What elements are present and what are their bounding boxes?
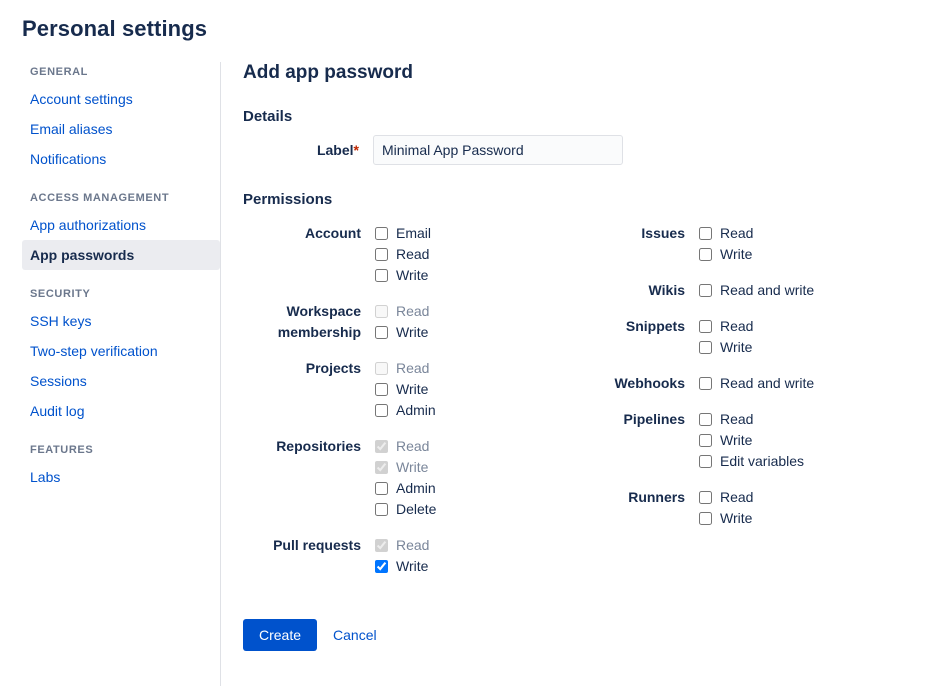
checkbox-repositories-admin[interactable] bbox=[375, 482, 388, 495]
checkbox-account-email[interactable] bbox=[375, 227, 388, 240]
permission-items bbox=[699, 222, 753, 265]
sidebar-item-email-aliases[interactable]: Email aliases bbox=[30, 121, 113, 137]
required-marker: * bbox=[353, 142, 359, 158]
label-input[interactable] bbox=[373, 135, 623, 165]
permission-group-label bbox=[243, 534, 375, 577]
permission-item-label: Write bbox=[396, 558, 429, 574]
permission-item bbox=[699, 244, 753, 265]
permission-items bbox=[699, 279, 814, 301]
checkbox-snippets-read[interactable] bbox=[699, 320, 712, 333]
sidebar-section-title: FEATURES bbox=[30, 444, 94, 456]
permission-item-label: Edit variables bbox=[720, 453, 805, 469]
permission-group-label-line: Account bbox=[305, 225, 361, 241]
permission-item bbox=[699, 487, 753, 508]
permission-group-label bbox=[567, 486, 699, 529]
permission-group-label bbox=[567, 279, 699, 301]
sidebar-item-notifications[interactable]: Notifications bbox=[30, 151, 107, 167]
main-heading: Add app password bbox=[243, 62, 413, 83]
permission-group bbox=[567, 486, 867, 529]
permission-item-label: Read bbox=[720, 318, 754, 334]
permission-item-label: Write bbox=[396, 459, 429, 475]
permission-group-label-line: Workspace bbox=[286, 303, 361, 319]
sidebar bbox=[0, 62, 220, 492]
permission-item bbox=[375, 556, 429, 577]
form-actions bbox=[243, 619, 916, 651]
checkbox-account-read[interactable] bbox=[375, 248, 388, 261]
permission-group-label bbox=[567, 372, 699, 394]
permission-item-label: Read and write bbox=[720, 375, 815, 391]
permission-group bbox=[567, 372, 867, 394]
permission-group bbox=[567, 315, 867, 358]
permission-item-label: Read bbox=[720, 225, 754, 241]
checkbox-issues-write[interactable] bbox=[699, 248, 712, 261]
permission-group bbox=[567, 408, 867, 472]
permission-group-label-line: membership bbox=[277, 324, 361, 340]
permission-item-label: Write bbox=[720, 339, 753, 355]
permission-group-label-line: Wikis bbox=[648, 282, 685, 298]
permission-item bbox=[699, 508, 753, 529]
details-section-title: Details bbox=[243, 108, 293, 125]
permission-group-label bbox=[243, 222, 375, 286]
permission-group bbox=[243, 222, 553, 286]
permission-group-label bbox=[243, 435, 375, 520]
permission-item bbox=[375, 436, 436, 457]
permission-items bbox=[375, 534, 429, 577]
permission-group-label-line: Projects bbox=[305, 360, 361, 376]
permission-items bbox=[699, 372, 814, 394]
permission-item-label: Write bbox=[396, 267, 429, 283]
permission-item-label: Write bbox=[720, 510, 753, 526]
permission-item bbox=[375, 223, 431, 244]
main-content bbox=[220, 62, 936, 686]
label-field-label bbox=[243, 142, 373, 158]
checkbox-projects-read bbox=[375, 362, 388, 375]
permission-item-label: Write bbox=[720, 432, 753, 448]
permissions-column-right bbox=[567, 222, 867, 591]
permission-group bbox=[243, 357, 553, 421]
permission-item bbox=[375, 301, 429, 322]
permission-group bbox=[567, 279, 867, 301]
permission-group-label bbox=[567, 315, 699, 358]
permission-item bbox=[699, 280, 814, 301]
permission-group-label-line: Repositories bbox=[276, 438, 361, 454]
permission-group bbox=[243, 435, 553, 520]
permission-item-label: Read bbox=[396, 246, 430, 262]
permission-item bbox=[699, 451, 804, 472]
permissions-grid bbox=[243, 222, 916, 591]
permission-item-label: Read bbox=[720, 489, 754, 505]
permission-item-label: Read bbox=[396, 303, 430, 319]
checkbox-issues-read[interactable] bbox=[699, 227, 712, 240]
permission-group-label-line: Runners bbox=[628, 489, 685, 505]
permission-item-label: Admin bbox=[396, 402, 436, 418]
settings-layout bbox=[0, 62, 936, 686]
checkbox-snippets-write[interactable] bbox=[699, 341, 712, 354]
permission-item bbox=[375, 322, 429, 343]
checkbox-wikis-read-and-write[interactable] bbox=[699, 284, 712, 297]
checkbox-projects-write[interactable] bbox=[375, 383, 388, 396]
permission-group bbox=[243, 534, 553, 577]
permission-item bbox=[375, 265, 431, 286]
checkbox-pull-requests-write[interactable] bbox=[375, 560, 388, 573]
permission-item bbox=[375, 499, 436, 520]
checkbox-repositories-write bbox=[375, 461, 388, 474]
permission-item-label: Read bbox=[396, 537, 430, 553]
permission-group-label-line: Issues bbox=[641, 225, 685, 241]
sidebar-item-app-authorizations[interactable]: App authorizations bbox=[30, 217, 146, 233]
permission-item-label: Delete bbox=[396, 501, 437, 517]
permission-item-label: Read bbox=[396, 438, 430, 454]
permission-item bbox=[699, 316, 753, 337]
permissions-column-left bbox=[243, 222, 553, 591]
checkbox-repositories-read bbox=[375, 440, 388, 453]
permission-group-label bbox=[567, 222, 699, 265]
permission-group-label-line: Webhooks bbox=[614, 375, 685, 391]
checkbox-pipelines-read[interactable] bbox=[699, 413, 712, 426]
permission-group-label bbox=[567, 408, 699, 472]
checkbox-runners-write[interactable] bbox=[699, 512, 712, 525]
sidebar-item-sessions[interactable]: Sessions bbox=[30, 373, 87, 389]
permission-items bbox=[699, 486, 753, 529]
sidebar-item-app-passwords[interactable]: App passwords bbox=[22, 240, 220, 270]
permission-item bbox=[699, 337, 753, 358]
permission-group-label-line: Pull requests bbox=[273, 537, 361, 553]
checkbox-runners-read[interactable] bbox=[699, 491, 712, 504]
permission-item bbox=[699, 430, 804, 451]
permission-item-label: Write bbox=[396, 324, 429, 340]
permission-items bbox=[375, 357, 436, 421]
checkbox-workspace-membership-read bbox=[375, 305, 388, 318]
sidebar-item-ssh-keys[interactable]: SSH keys bbox=[30, 313, 92, 329]
checkbox-pull-requests-read bbox=[375, 539, 388, 552]
checkbox-repositories-delete[interactable] bbox=[375, 503, 388, 516]
sidebar-section-title: SECURITY bbox=[30, 288, 91, 300]
permission-item-label: Write bbox=[396, 381, 429, 397]
permission-item-label: Read bbox=[720, 411, 754, 427]
permission-item bbox=[699, 223, 753, 244]
checkbox-pipelines-write[interactable] bbox=[699, 434, 712, 447]
permission-item-label: Write bbox=[720, 246, 753, 262]
permission-group-label-line: Pipelines bbox=[623, 411, 685, 427]
permission-item bbox=[375, 457, 436, 478]
permission-items bbox=[375, 222, 431, 286]
permission-item-label: Read bbox=[396, 360, 430, 376]
checkbox-pipelines-edit-variables[interactable] bbox=[699, 455, 712, 468]
permission-item bbox=[375, 535, 429, 556]
permission-items bbox=[375, 435, 436, 520]
permission-item bbox=[375, 478, 436, 499]
permission-group bbox=[243, 300, 553, 343]
checkbox-webhooks-read-and-write[interactable] bbox=[699, 377, 712, 390]
permission-item bbox=[699, 373, 814, 394]
sidebar-item-labs[interactable]: Labs bbox=[30, 469, 61, 485]
sidebar-item-audit-log[interactable]: Audit log bbox=[30, 403, 85, 419]
checkbox-projects-admin[interactable] bbox=[375, 404, 388, 417]
cancel-link[interactable]: Cancel bbox=[333, 627, 377, 643]
label-field-row bbox=[243, 135, 916, 165]
permission-item bbox=[699, 409, 804, 430]
label-field-label-text: Label bbox=[316, 142, 354, 158]
permission-group bbox=[567, 222, 867, 265]
permission-item-label: Admin bbox=[396, 480, 436, 496]
checkbox-workspace-membership-write[interactable] bbox=[375, 326, 388, 339]
create-button[interactable]: Create bbox=[243, 619, 317, 651]
permissions-section-title: Permissions bbox=[243, 191, 333, 208]
checkbox-account-write[interactable] bbox=[375, 269, 388, 282]
permission-group-label bbox=[243, 357, 375, 421]
page-title: Personal settings bbox=[22, 16, 208, 41]
permission-item-label: Email bbox=[396, 225, 432, 241]
sidebar-section-title: ACCESS MANAGEMENT bbox=[30, 192, 170, 204]
permission-group-label-line: Snippets bbox=[625, 318, 685, 334]
permission-item-label: Read and write bbox=[720, 282, 815, 298]
permission-item bbox=[375, 244, 431, 265]
permission-item bbox=[375, 400, 436, 421]
permission-items bbox=[375, 300, 429, 343]
permission-items bbox=[699, 315, 753, 358]
permission-items bbox=[699, 408, 804, 472]
permission-item bbox=[375, 358, 436, 379]
sidebar-section-title: GENERAL bbox=[30, 66, 88, 78]
permission-item bbox=[375, 379, 436, 400]
permission-group-label bbox=[243, 300, 375, 343]
sidebar-item-account-settings[interactable]: Account settings bbox=[30, 91, 133, 107]
sidebar-item-two-step-verification[interactable]: Two-step verification bbox=[30, 343, 158, 359]
